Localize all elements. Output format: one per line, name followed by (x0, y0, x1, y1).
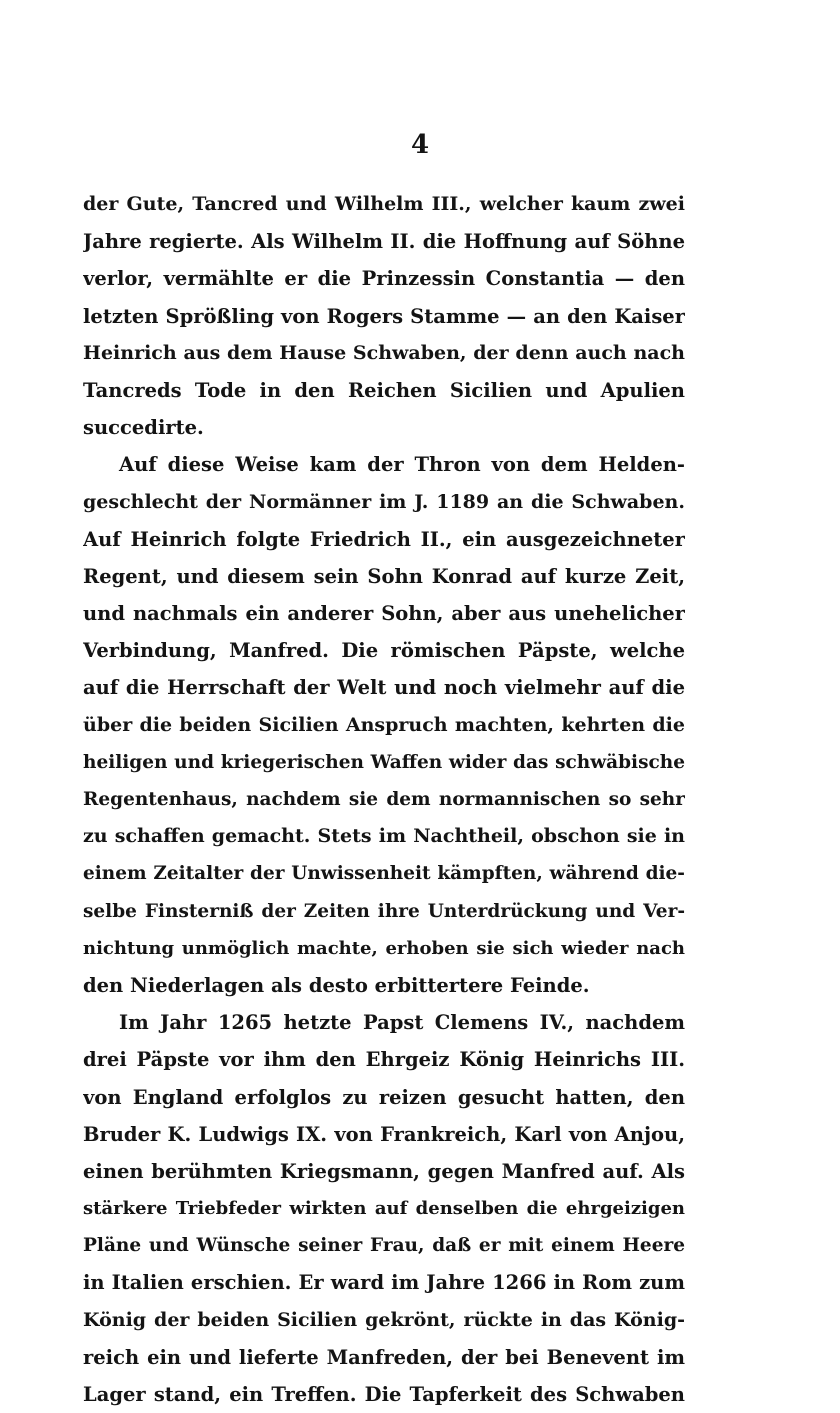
text-line: Bruder K. Ludwigs IX. von Frankreich, Karl von Anjou, (83, 1122, 685, 1146)
text-line: Regent, und diesem sein Sohn Konrad auf kurze Zeit, (83, 564, 685, 588)
text-line: Auf diese Weise kam der Thron von dem Helden- (119, 453, 685, 477)
text-line: Regentenhaus, nachdem sie dem normannischen so sehr (83, 789, 685, 810)
page-body-text (83, 186, 685, 1413)
text-line: heiligen und kriegerischen Waffen wider das schwäbische (83, 751, 685, 773)
text-line: Tancreds Tode in den Reichen Sicilien und Apulien (83, 378, 685, 402)
text-line: reich ein und lieferte Manfreden, der bei Benevent im (83, 1345, 685, 1369)
text-line: den Niederlagen als desto erbittertere Feinde. (83, 973, 590, 997)
text-line: einen berühmten Kriegsmann, gegen Manfred auf. Als (83, 1159, 685, 1183)
text-line: zu schaffen gemacht. Stets im Nachtheil, obschon sie in (83, 825, 685, 848)
text-line: über die beiden Sicilien Anspruch machten, kehrten die (83, 713, 685, 736)
text-line: drei Päpste vor ihm den Ehrgeiz König Heinrichs III. (83, 1048, 685, 1072)
text-line: auf die Herrschaft der Welt und noch vielmehr auf die (83, 676, 685, 700)
text-line: der Gute, Tancred und Wilhelm III., welcher kaum zwei (83, 193, 685, 215)
text-line: und nachmals ein anderer Sohn, aber aus unehelicher (83, 602, 685, 626)
text-line: letzten Sprößling von Rogers Stamme — an den Kaiser (83, 304, 685, 328)
text-line: nichtung unmöglich machte, erhoben sie sich wieder nach (83, 937, 685, 959)
text-line: einem Zeitalter der Unwissenheit kämpften, während die- (83, 863, 685, 885)
text-line: Heinrich aus dem Hause Schwaben, der denn auch nach (83, 341, 685, 364)
text-line: selbe Finsterniß der Zeiten ihre Unterdrückung und Ver- (83, 900, 685, 922)
text-line: Pläne und Wünsche seiner Frau, daß er mit einem Heere (83, 1235, 685, 1257)
text-line: geschlecht der Normänner im J. 1189 an die Schwaben. (83, 490, 685, 513)
text-line: König der beiden Sicilien gekrönt, rückte in das König- (83, 1308, 685, 1331)
text-line: in Italien erschien. Er ward im Jahre 1266 in Rom zum (83, 1271, 685, 1295)
page-number: 4 (410, 130, 430, 160)
text-line: Im Jahr 1265 hetzte Papst Clemens IV., nachdem (119, 1011, 685, 1035)
text-line: verlor, vermählte er die Prinzessin Constantia — den (83, 267, 685, 291)
text-line: Auf Heinrich folgte Friedrich II., ein ausgezeichneter (83, 527, 685, 551)
text-line: succedirte. (83, 416, 204, 440)
text-line: Lager stand, ein Treffen. Die Tapferkeit des Schwaben (83, 1383, 685, 1406)
text-line: Verbindung, Manfred. Die römischen Päpste, welche (83, 639, 685, 663)
text-line: Jahre regierte. Als Wilhelm II. die Hoffnung auf Söhne (83, 230, 685, 254)
text-line: von England erfolglos zu reizen gesucht hatten, den (83, 1085, 685, 1109)
text-line: stärkere Triebfeder wirkten auf denselben die ehrgeizigen (83, 1198, 685, 1220)
